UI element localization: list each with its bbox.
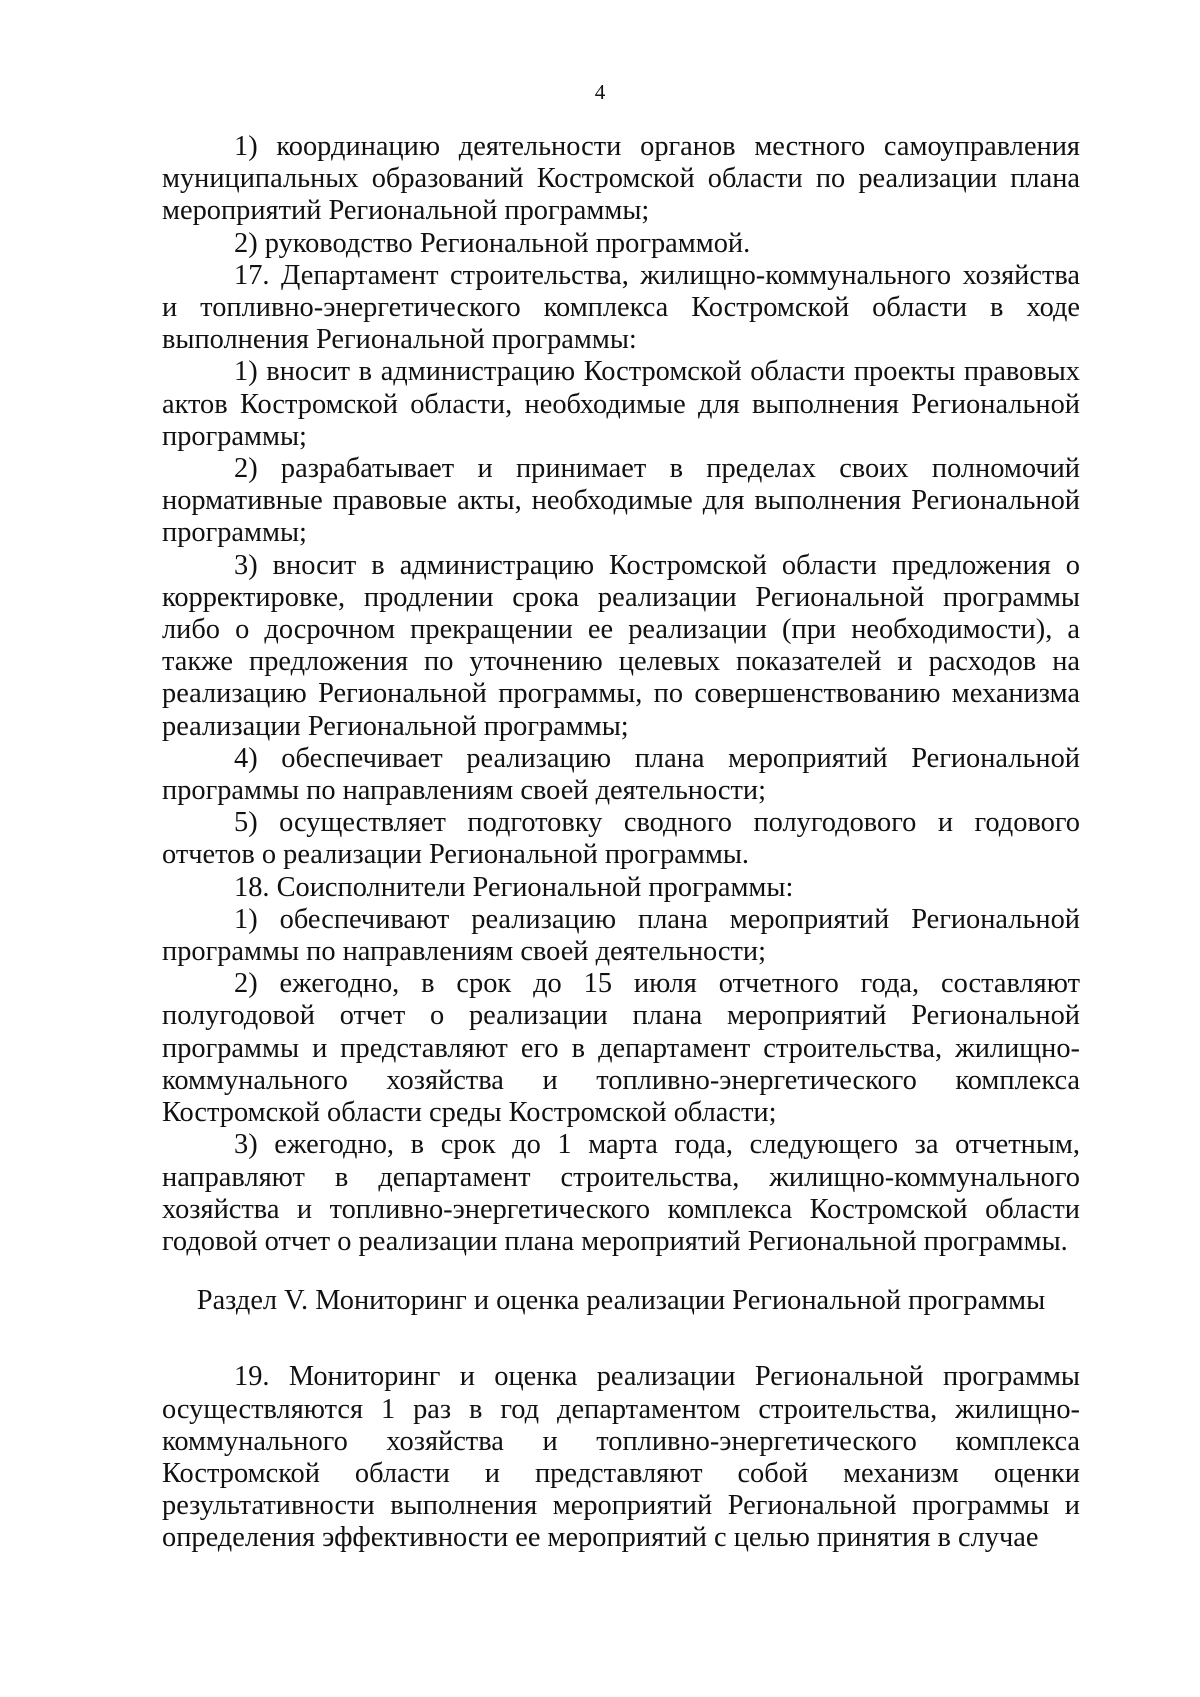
- page-number: 4: [594, 80, 606, 104]
- paragraph-17-item-4: 4) обеспечивает реализацию плана мероприятий Региональной программы по направлениям своей деятельности;: [162, 742, 1080, 807]
- paragraph-clause-17: 17. Департамент строительства, жилищно-коммунального хозяйства и топливно-энергетического комплекса Костромской области в ходе выполнения Региональной программы:: [162, 259, 1080, 356]
- section-heading: Раздел V. Мониторинг и оценка реализации Региональной программы: [196, 1285, 1046, 1317]
- paragraph-18-item-3: 3) ежегодно, в срок до 1 марта года, следующего за отчетным, направляют в департамент строительства, жилищно-коммунального хозяйства и топливно-энергетического комплекса Костромской области годовой отчет о реализации плана мероприятий Региональной программы.: [162, 1129, 1080, 1257]
- paragraph-17-item-5: 5) осуществляет подготовку сводного полугодового и годового отчетов о реализации Региональной программы.: [162, 807, 1080, 871]
- paragraph-17-item-1: 1) вносит в администрацию Костромской области проекты правовых актов Костромской области, необходимые для выполнения Региональной программы;: [162, 356, 1080, 452]
- paragraph-item-1: 1) координацию деятельности органов местного самоуправления муниципальных образований Костромской области по реализации плана мероприятий Региональной программы;: [162, 131, 1080, 227]
- document-body: [162, 131, 1080, 1555]
- paragraph-18-item-1: 1) обеспечивают реализацию плана мероприятий Региональной программы по направлениям своей деятельности;: [162, 903, 1080, 968]
- paragraph-17-item-3: 3) вносит в администрацию Костромской области предложения о корректировке, продлении срока реализации Региональной программы либо о досрочном прекращении ее реализации (при необходимости), а также предложения по уточнению целевых показателей и расходов на реализацию Региональной программы, по совершенствованию механизма реализации Региональной программы;: [162, 549, 1080, 742]
- paragraph-item-2: 2) руководство Региональной программой.: [234, 227, 751, 259]
- paragraph-17-item-2: 2) разрабатывает и принимает в пределах своих полномочий нормативные правовые акты, необходимые для выполнения Региональной программы;: [162, 453, 1080, 549]
- paragraph-clause-19: 19. Мониторинг и оценка реализации Региональной программы осуществляются 1 раз в год департаментом строительства, жилищно-коммунального хозяйства и топливно-энергетического комплекса Костромской области и представляют собой механизм оценки результативности выполнения мероприятий Региональной программы и определения эффективности ее мероприятий с целью принятия в случае: [162, 1361, 1080, 1554]
- paragraph-18-item-2: 2) ежегодно, в срок до 15 июля отчетного года, составляют полугодовой отчет о реализации плана мероприятий Региональной программы и представляют его в департамент строительства, жилищно-коммунального хозяйства и топливно-энергетического комплекса Костромской области среды Костромской области;: [162, 968, 1080, 1129]
- paragraph-clause-18: 18. Соисполнители Региональной программы:: [234, 871, 794, 903]
